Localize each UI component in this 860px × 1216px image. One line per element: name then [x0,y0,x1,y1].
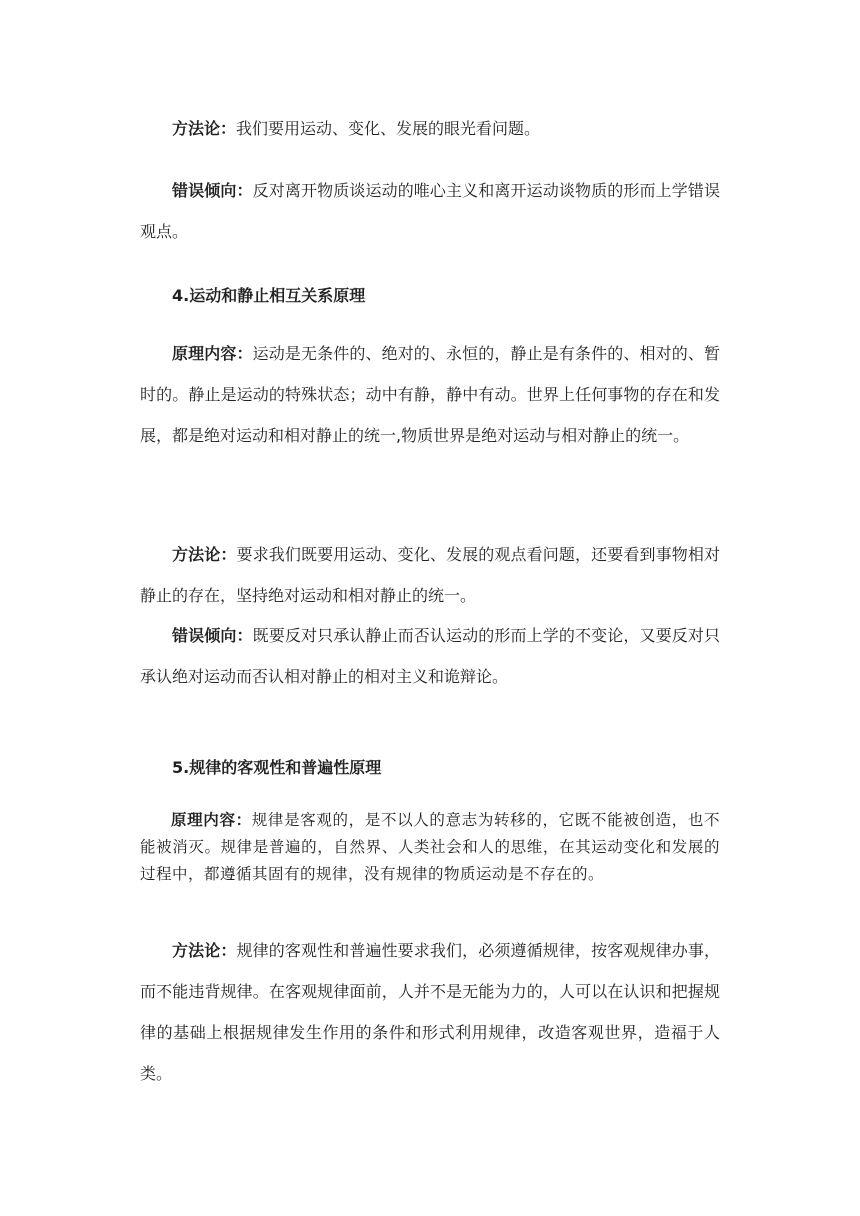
error-tendency-paragraph-1 [140,170,720,252]
paragraph-label: 方法论： [172,119,237,138]
paragraph-text: 运动是无条件的、绝对的、永恒的，静止是有条件的、相对的、暂时的。静止是运动的特殊状态；动中有静，静中有动。世界上任何事物的存在和发展，都是绝对运动和相对静止的统一,物质世界是绝对运动与相对静止的统一。 [140,344,720,445]
paragraph-label: 错误倾向： [172,626,253,645]
section-heading-4: 4.运动和静止相互关系原理 [172,286,366,305]
paragraph-text: 反对离开物质谈运动的唯心主义和离开运动谈物质的形而上学错误观点。 [140,181,720,241]
paragraph-label: 原理内容： [171,810,252,829]
principle-content-paragraph-5 [140,806,720,888]
section-heading-5: 5.规律的客观性和普遍性原理 [172,758,382,777]
paragraph-text: 既要反对只承认静止而否认运动的形而上学的不变论，又要反对只承认绝对运动而否认相对静止的相对主义和诡辩论。 [140,626,720,686]
paragraph-text: 规律是客观的，是不以人的意志为转移的，它既不能被创造，也不能被消灭。规律是普遍的，自然界、人类社会和人的思维，在其运动变化和发展的过程中，都遵循其固有的规律，没有规律的物质运动是不存在的。 [140,811,720,883]
methodology-paragraph-1 [140,108,720,149]
paragraph-text: 要求我们既要用运动、变化、发展的观点看问题，还要看到事物相对静止的存在，坚持绝对运动和相对静止的统一。 [140,545,720,605]
paragraph-label: 错误倾向： [172,181,253,200]
paragraph-label: 方法论： [172,941,237,960]
error-tendency-paragraph-4 [140,615,720,697]
methodology-paragraph-5 [140,930,720,1094]
paragraph-label: 原理内容： [172,344,253,363]
paragraph-text: 规律的客观性和普遍性要求我们，必须遵循规律，按客观规律办事，而不能违背规律。在客观规律面前，人并不是无能为力的，人可以在认识和把握规律的基础上根据规律发生作用的条件和形式利用规律，改造客观世界，造福于人类。 [140,941,720,1083]
methodology-paragraph-4 [140,534,720,616]
principle-content-paragraph-4 [140,333,720,456]
paragraph-text: 我们要用运动、变化、发展的眼光看问题。 [236,119,541,138]
paragraph-label: 方法论： [172,545,237,564]
